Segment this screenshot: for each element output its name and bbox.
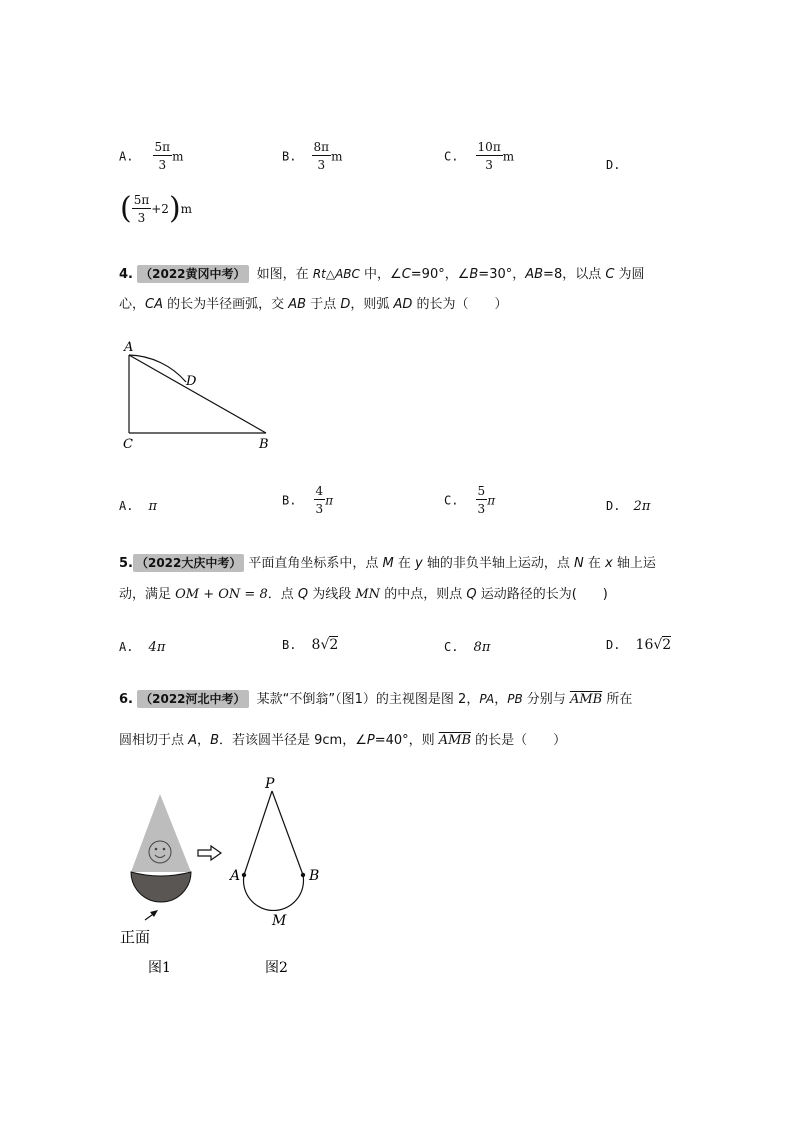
q4-b-fraction: $\frac{4}{3}$ (315, 484, 324, 516)
q6-fig1-tumbler (112, 790, 212, 980)
point-a (242, 873, 246, 877)
q4-option-c: C. $\frac{5}{3}$ π (444, 484, 496, 516)
fig2-caption: 图2 (265, 960, 288, 976)
q6-line2: 圆相切于点 A，B．若该圆半径是 9cm，∠P=40°，则 $\overline{AMB}$ 的长是（ ） (119, 733, 567, 748)
q3-option-d-expression: ( $\frac{5\pi}{3}$ +2 ) m (120, 191, 193, 226)
label-b: B (309, 868, 320, 884)
q6-fig2-diagram (225, 775, 335, 980)
q4-triangle-figure (110, 335, 290, 455)
q5-option-a: A. 4π (119, 640, 166, 655)
right-paren: ) (168, 191, 181, 226)
arc-amb-notation: $\overline{AMB}$ (569, 692, 603, 707)
sqrt-sign: √ (653, 637, 663, 653)
q5-option-b: B. 8√2 (282, 637, 339, 653)
arc-amb (244, 875, 304, 910)
q4-option-a: A. π (119, 499, 158, 514)
sqrt-sign: √ (320, 637, 330, 653)
q3-option-b: B. $\frac{8\pi}{3}$ m (282, 140, 343, 172)
label-m: M (272, 913, 287, 929)
arc-amb-notation: $\overline{AMB}$ (438, 733, 472, 748)
q6-line1: 6. （2022河北中考） 某款“不倒翁”（图1）的主视图是图 2，PA，PB 分别与 $\overline{AMB}$ 所在 (119, 692, 633, 707)
tumbler-cone (131, 794, 191, 872)
q3-d-fraction: $\frac{5\pi}{3}$ (133, 193, 150, 225)
source-badge: （2022黄冈中考） (137, 265, 248, 283)
q5-line1: 5. （2022大庆中考） 平面直角坐标系中，点 M 在 y 轴的非负半轴上运动，点 N 在 x 轴上运 (119, 556, 656, 571)
q5-line2: 动，满足 OM + ON = 8．点 Q 为线段 MN 的中点，则点 Q 运动路径的长为( ) (119, 587, 608, 602)
fig1-caption: 图1 (148, 960, 171, 976)
source-badge: （2022大庆中考） (133, 554, 244, 572)
q3-option-c: C. $\frac{10\pi}{3}$ m (444, 140, 515, 172)
label-c: C (123, 437, 133, 452)
q5-option-c: C. 8π (444, 640, 491, 655)
q4-c-fraction: $\frac{5}{3}$ (477, 484, 486, 516)
tumbler-eye-left (155, 848, 158, 851)
q3-c-fraction: $\frac{10\pi}{3}$ (477, 140, 501, 172)
source-badge: （2022河北中考） (137, 690, 248, 708)
q3-option-a: A. $\frac{5\pi}{3}$ m (119, 140, 184, 172)
side-ab (129, 355, 266, 433)
tumbler-base (131, 872, 191, 902)
tangent-pb (272, 791, 303, 875)
tumbler-eye-right (163, 848, 166, 851)
q4-line1: 4. （2022黄冈中考） 如图，在 Rt△ABC 中，∠C=90°，∠B=30°，AB=8，以点 C 为圆 (119, 267, 645, 282)
label-b: B (259, 437, 269, 452)
right-arrow-icon (197, 845, 223, 861)
arc-ad (129, 355, 186, 382)
label-d: D (186, 374, 197, 389)
q3-option-d-letter: D. (606, 158, 621, 172)
q5-option-d: D. 16√2 (606, 637, 672, 653)
front-label: 正面 (120, 928, 151, 946)
q4-option-d: D. 2π (606, 499, 651, 514)
q4-line2: 心，CA 的长为半径画弧，交 AB 于点 D，则弧 AD 的长为（ ） (119, 297, 508, 312)
left-paren: ( (120, 191, 132, 226)
label-a: A (124, 340, 134, 355)
q4-option-b: B. $\frac{4}{3}$ π (282, 484, 334, 516)
point-b (301, 873, 305, 877)
tangent-pa (244, 791, 272, 875)
q3-a-fraction: $\frac{5\pi}{3}$ (154, 140, 171, 172)
label-p: P (265, 776, 275, 792)
label-a: A (230, 868, 241, 884)
q3-b-fraction: $\frac{8\pi}{3}$ (313, 140, 330, 172)
